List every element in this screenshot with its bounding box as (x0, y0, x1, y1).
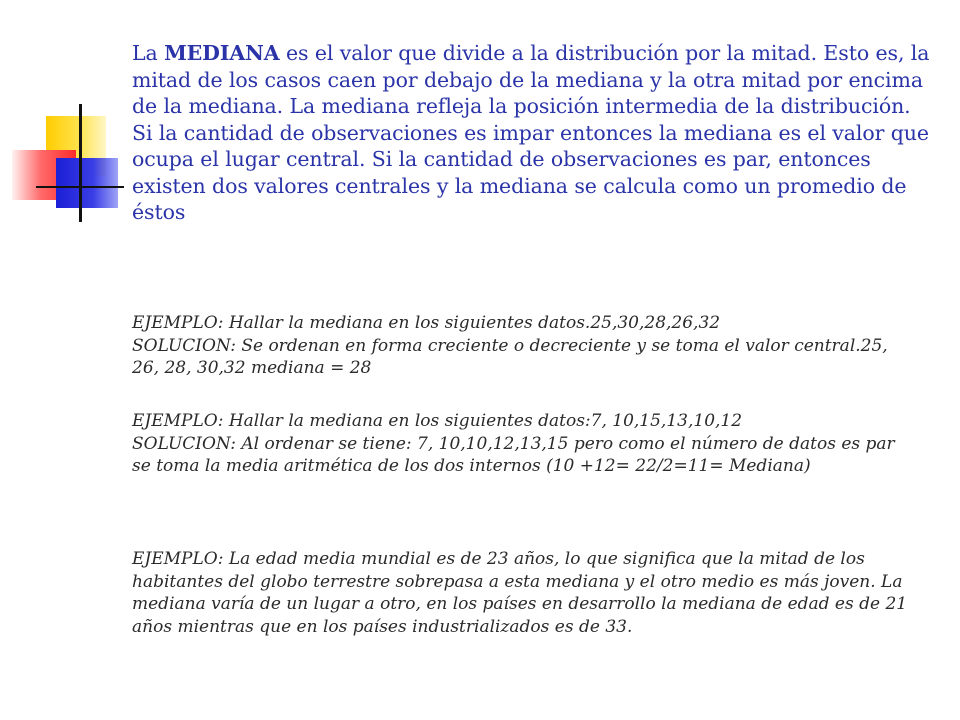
vertical-line-shape (79, 104, 82, 222)
definition-body: es el valor que divide a la distribución por la mitad. Esto es, la mitad de los casos caen por debajo de la mediana y la otra mitad por encima de la mediana. La mediana refleja la posición intermedia de la distribución. Si la cantidad de observaciones es impar entonces la mediana es el valor que ocupa el lugar central. Si la cantidad de observaciones es par, entonces existen dos valores centrales y la mediana se calcula como un promedio de éstos (132, 41, 930, 224)
red-square-shape (12, 150, 76, 200)
example-2-statement: EJEMPLO: Hallar la mediana en los siguientes datos:7, 10,15,13,10,12 (132, 411, 743, 431)
mediana-term: MEDIANA (164, 41, 280, 65)
example-1-statement: EJEMPLO: Hallar la mediana en los siguientes datos.25,30,28,26,32 (132, 313, 721, 333)
example-1-solution: SOLUCION: Se ordenan en forma creciente o decreciente y se toma el valor central.25, 26, 28, 30,32 mediana = 28 (132, 335, 888, 378)
mediana-definition (132, 40, 932, 226)
example-3-statement: EJEMPLO: La edad media mundial es de 23 años, lo que significa que la mitad de los habitantes del globo terrestre sobrepasa a esta mediana y el otro medio es más joven. La mediana varía de un lugar a otro, en los países en desarrollo la mediana de edad es de 21 años mientras que en los países industrializados es de 33. (132, 549, 908, 637)
yellow-square-shape (46, 116, 106, 176)
slide-content (132, 40, 932, 637)
example-2-solution: SOLUCION: Al ordenar se tiene: 7, 10,10,12,13,15 pero como el número de datos es par se toma la media aritmética de los dos internos (10 +12= 22/2=11= Mediana) (132, 433, 895, 476)
example-2 (132, 410, 912, 478)
horizontal-line-shape (36, 186, 124, 188)
definition-prefix: La (132, 41, 165, 65)
example-1 (132, 312, 912, 380)
example-3 (132, 548, 912, 638)
blue-square-shape (56, 158, 118, 208)
